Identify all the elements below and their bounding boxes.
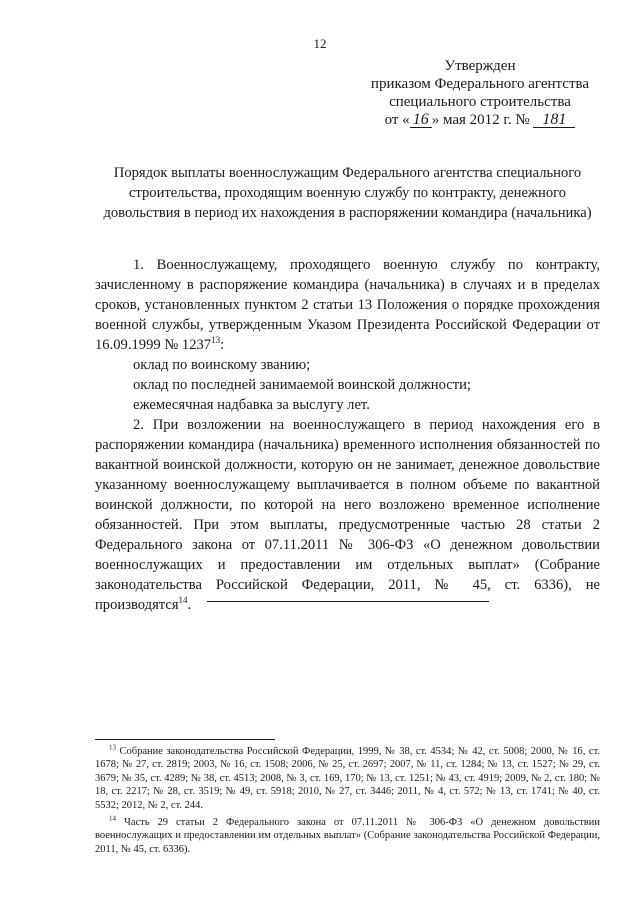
list-item: оклад по воинскому званию; [133, 357, 311, 373]
handwritten-day: 16 [410, 112, 432, 128]
footnote-marker: 13 [109, 743, 116, 752]
paragraph-2-tail: . [187, 597, 192, 613]
page-number: 12 [313, 36, 327, 51]
footnote-text: Часть 29 статьи 2 Федерального закона от 07.11.2011 № 306-ФЗ «О денежном довольствии военнослужащих и предоставлении им отдельных выплат» (Собрание законодательства Российской Федерации, 2011, № 45, ст. 6336). [95, 817, 600, 855]
section-separator [207, 601, 489, 602]
date-prefix: от « [384, 112, 410, 128]
footnote-13 [95, 745, 600, 812]
footnote-rule [95, 739, 275, 740]
footnote-marker: 14 [109, 814, 116, 823]
footnotes [95, 745, 600, 856]
paragraph-2 [95, 415, 600, 615]
paragraph-1 [95, 255, 600, 355]
list-item: ежемесячная надбавка за выслугу лет. [133, 397, 370, 413]
approval-line-3: специального строительства [389, 94, 571, 110]
document-body [95, 255, 600, 615]
footnote-ref-13: 13 [211, 335, 221, 346]
footnote-text: Собрание законодательства Российской Федерации, 1999, № 38, ст. 4534; № 42, ст. 5008; 2000, № 16, ст. 1678; № 27, ст. 2819; 2003, № 16, ст. 1508; 2006, № 25, ст. 2697; 2007, № 11, ст. 1284; № 13, ст. 1527; № 29, ст. 3679; № 35, ст. 4289; № 38, ст. 4513; 2008, № 3, ст. 169, 170; № 13, ст. 1251; № 43, ст. 4919; 2009, № 2, ст. 180; № 18, ст. 2217; № 28, ст. 3519; № 49, ст. 5918; 2010, № 27, ст. 3446; 2011, № 4, ст. 572; № 13, ст. 1741; № 40, ст. 5532; 2012, № 2, ст. 244. [95, 746, 600, 811]
footnote-14 [95, 816, 600, 856]
date-suffix: » мая 2012 г. № [431, 112, 530, 128]
approval-date-line [355, 111, 605, 129]
handwritten-order-number: 181 [533, 112, 575, 128]
approval-block [355, 57, 605, 129]
paragraph-1-text: 1. Военнослужащему, проходящего военную службу по контракту, зачисленному в распоряжение командира (начальника) в случаях и в пределах сроков, установленных пунктом 2 статьи 13 Положения о порядке прохождения военной службы, утвержденным Указом Президента Российской Федерации от 16.09.1999 № 1237 [95, 257, 600, 353]
approval-line-2: приказом Федерального агентства [370, 76, 590, 92]
paragraph-1-tail: : [220, 337, 225, 353]
footnote-ref-14: 14 [178, 595, 188, 606]
list-item: оклад по последней занимаемой воинской должности; [133, 377, 471, 393]
approval-line-1: Утвержден [444, 58, 516, 74]
document-title: Порядок выплаты военнослужащим Федерального агентства специального строительства, проходящим военную службу по контракту, денежного довольствия в период их нахождения в распоряжении командира (начальника) [103, 165, 592, 221]
paragraph-2-text: 2. При возложении на военнослужащего в период нахождения его в распоряжении командира (начальника) временного исполнения обязанностей по вакантной воинской должности, которую он не занимает, денежное довольствие указанному военнослужащему выплачивается в полном объеме по вакантной воинской должности, по которой на него возложено временное исполнение обязанностей. При этом выплаты, предусмотренные частью 28 статьи 2 Федерального закона от 07.11.2011 № 306-ФЗ «О денежном довольствии военнослужащих и предоставлении им отдельных выплат» (Собрание законодательства Российской Федерации, 2011, № 45, ст. 6336), не производятся [95, 417, 600, 613]
